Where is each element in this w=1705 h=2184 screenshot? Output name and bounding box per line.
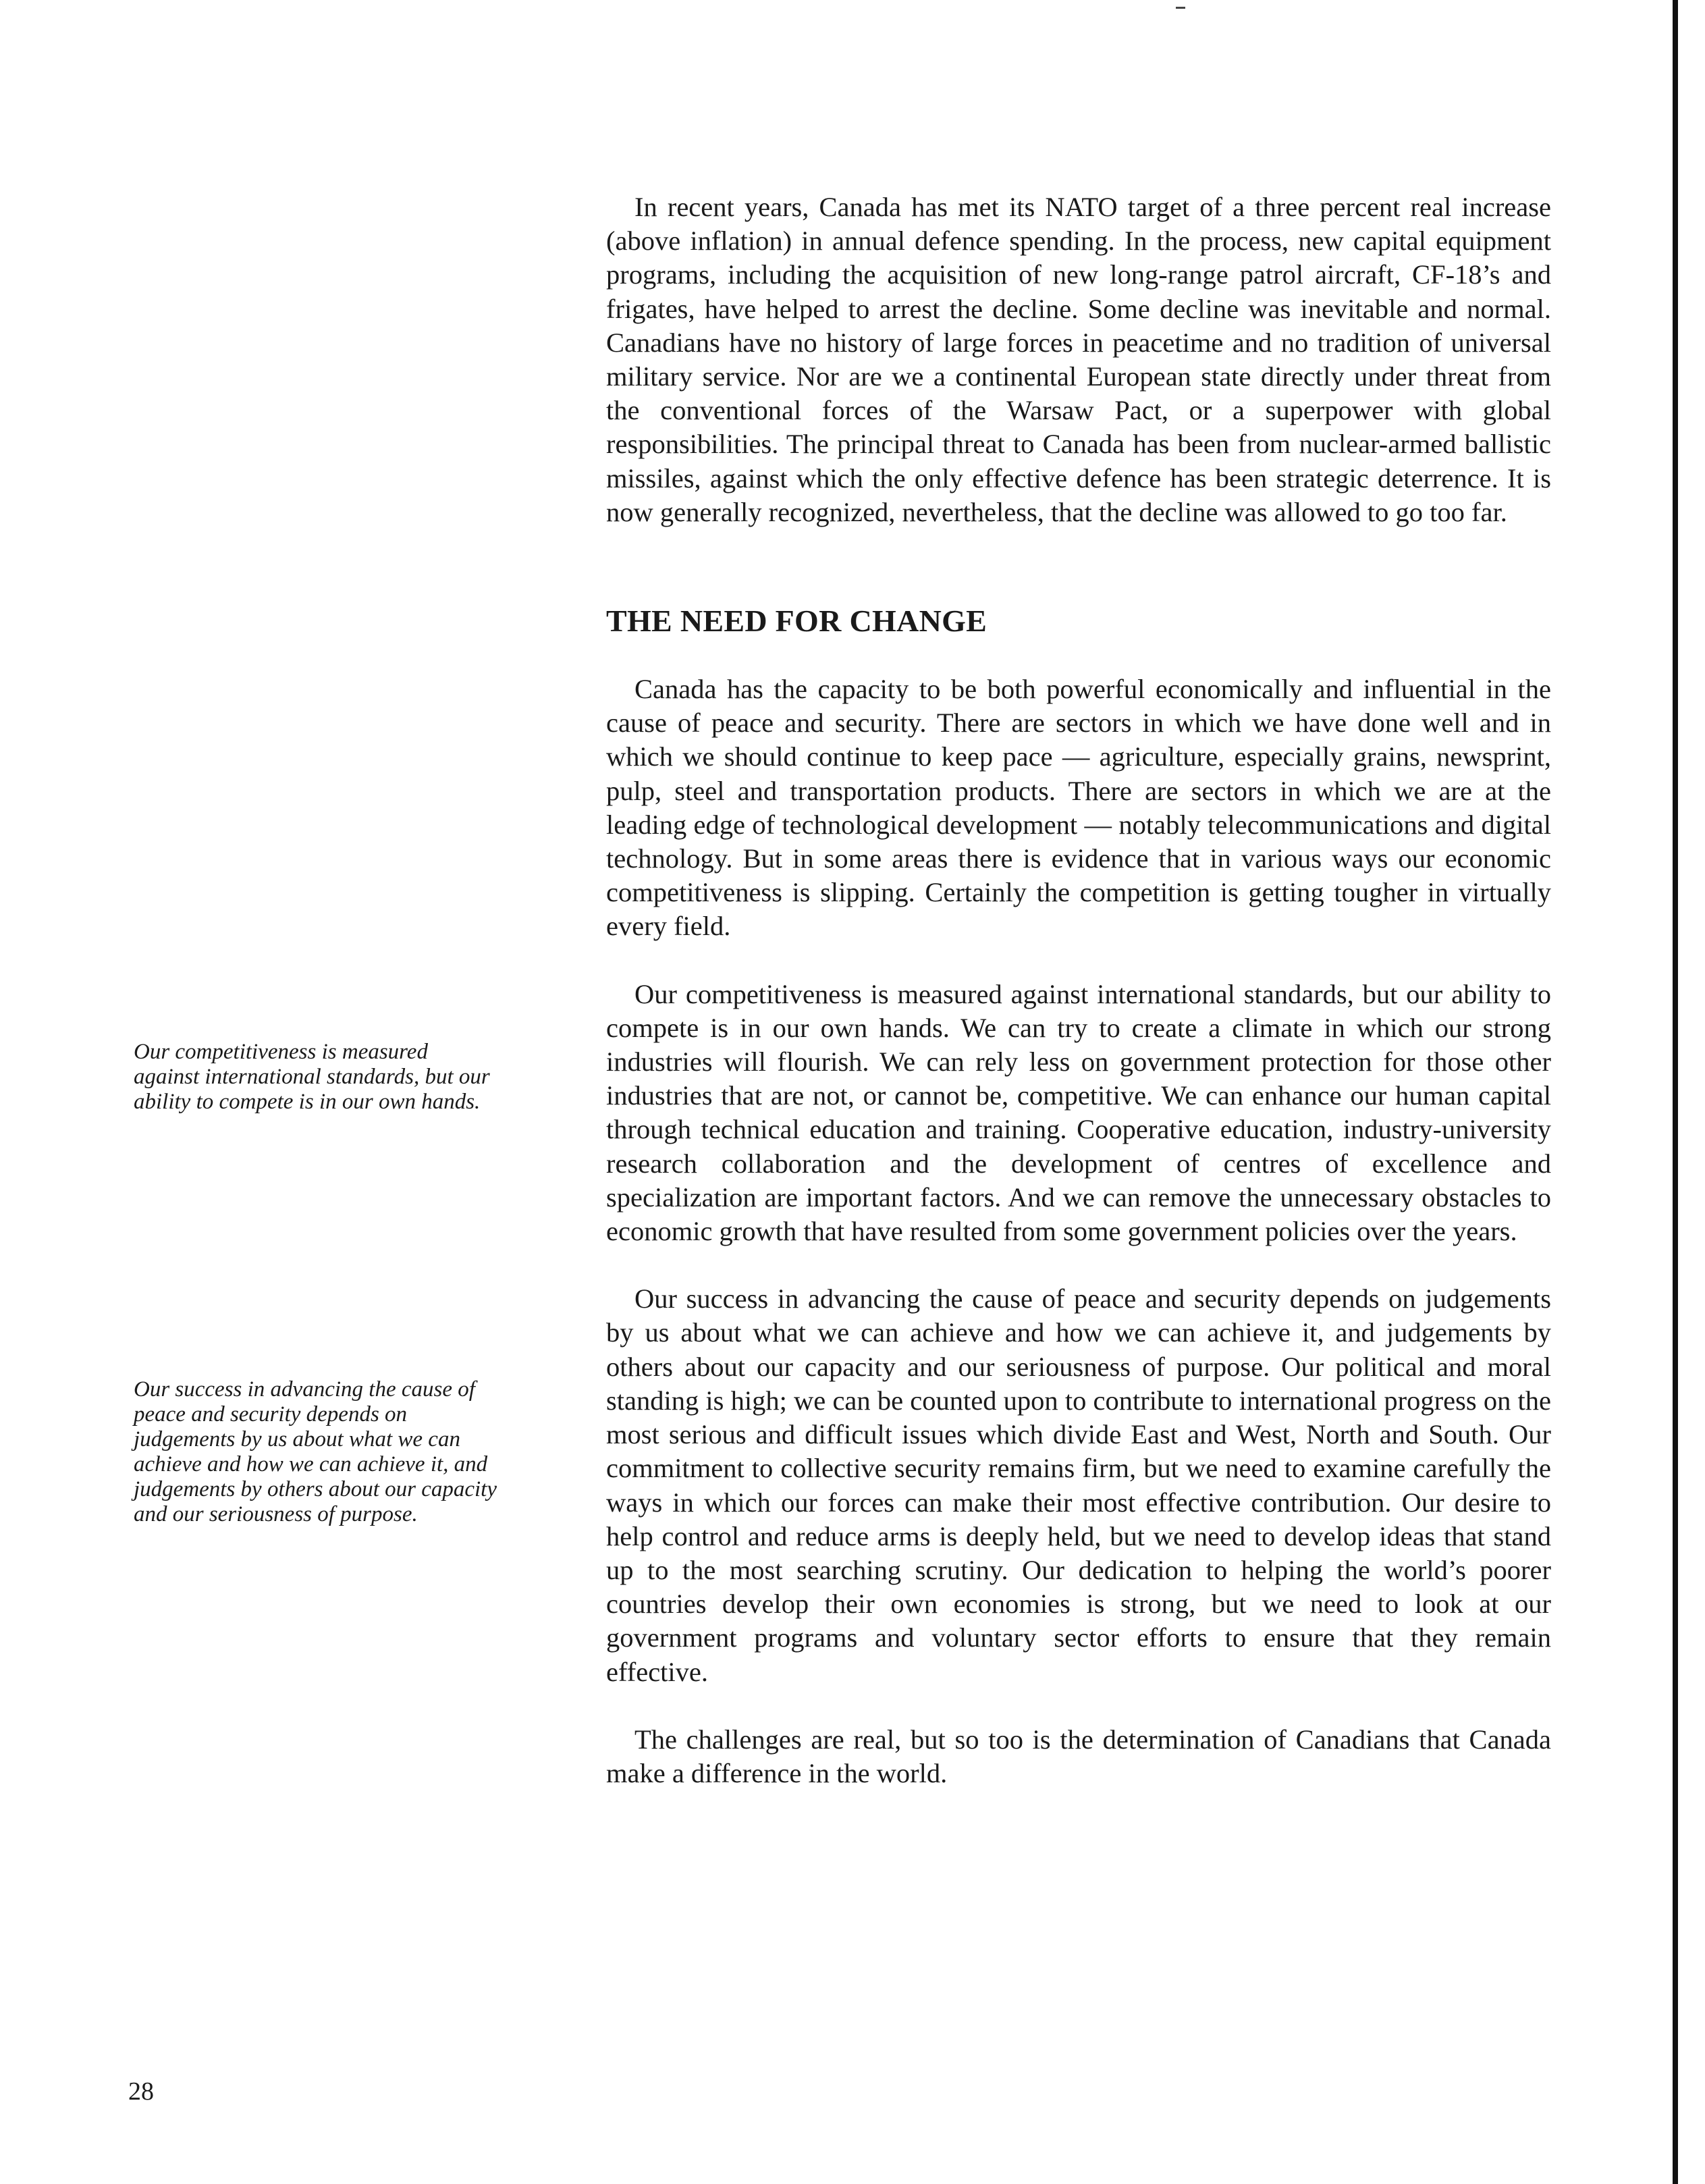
paragraph-peace-security: Our success in advancing the cause of peace and security depends on judgements by us about what we can achieve and how we can achieve it, and judgements by others about our capacity and our seriousness of purpose. Our political and moral standing is high; we can be counted upon to contribute to international progress on the most serious and difficult issues which divide East and West, North and South. Our commitment to collective security remains firm, but we need to examine carefully the ways in which our forces can make their most effective contribution. Our desire to help control and reduce arms is deeply held, but we need to develop ideas that stand up to the most searching scrutiny. Our dedication to helping the world’s poorer countries develop their own economies is strong, but we need to look at our government programs and voluntary sector efforts to ensure that they remain effective. bbox=[606, 1283, 1551, 1687]
pull-quote-peace-security: Our success in advancing the cause of peace and security depends on judgements by us about what we can achieve and how we can achieve it, and judgements by others about our capacity and our seriousness of purpose. bbox=[134, 1377, 497, 1526]
page-number: 28 bbox=[128, 2077, 154, 2106]
paragraph-defence-spending: In recent years, Canada has met its NATO target of a three percent real increase (above inflation) in annual defence spending. In the process, new capital equipment programs, including the acquisition of new long-range patrol aircraft, CF-18’s and frigates, have helped to arrest the decline. Some decline was inevitable and normal. Canadians have no history of large forces in peacetime and no tradition of universal military service. Nor are we a continental European state directly under threat from the conventional forces of the Warsaw Pact, or a superpower with global responsibilities. The principal threat to Canada has been from nuclear-armed ballistic missiles, against which the only effective defence has been strategic deterrence. It is now generally recognized, nevertheless, that the decline was allowed to go too far. bbox=[606, 192, 1551, 527]
main-text-column bbox=[606, 190, 1551, 1790]
paragraph-capacity: Canada has the capacity to be both powerful economically and influential in the cause of peace and security. There are sectors in which we have done well and in which we should continue to keep pace — agriculture, especially grains, newsprint, pulp, steel and transportation products. There are sectors in which we are at the leading edge of technological development — notably telecommunications and digital technology. But in some areas there is evidence that in various ways our economic competitiveness is slipping. Certainly the competition is getting tougher in virtually every field. bbox=[606, 674, 1551, 942]
paragraph-competitiveness: Our competitiveness is measured against international standards, but our ability to compete is in our own hands. We can try to create a climate in which our strong industries will flourish. We can rely less on government protection for those other industries that are not, or cannot be, competitive. We can enhance our human capital through technical education and training. Cooperative education, industry-university research collaboration and the development of centres of excellence and specialization are important factors. And we can remove the unnecessary obstacles to economic growth that have resulted from some government policies over the years. bbox=[606, 978, 1551, 1247]
pull-quote-competitiveness: Our competitiveness is measured against international standards, but our ability to compete is in our own hands. bbox=[134, 1040, 490, 1114]
binding-edge bbox=[1673, 0, 1678, 2184]
scan-mark bbox=[1176, 7, 1185, 9]
section-heading: THE NEED FOR CHANGE bbox=[606, 604, 987, 639]
paragraph-challenges: The challenges are real, but so too is the determination of Canadians that Canada make a difference in the world. bbox=[606, 1724, 1551, 1788]
